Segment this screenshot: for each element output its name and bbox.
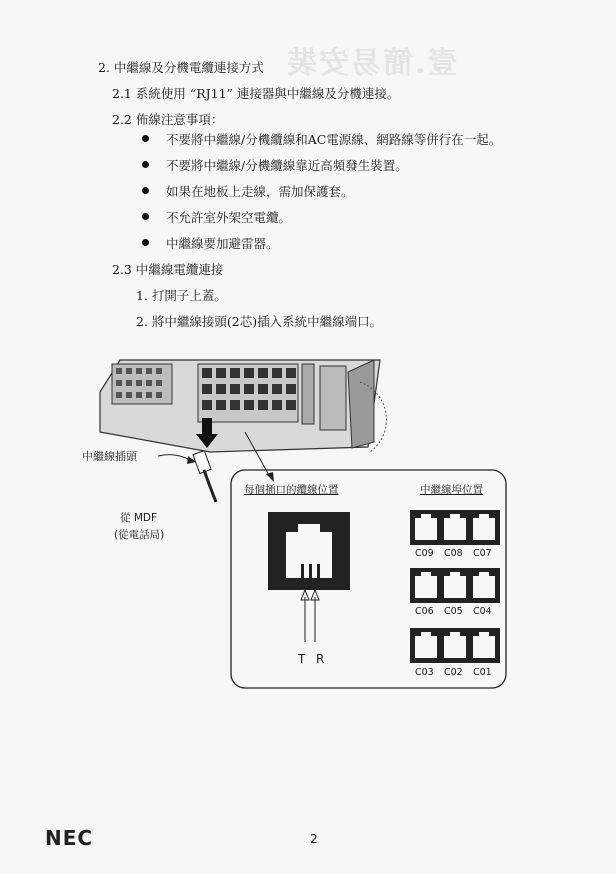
item-2-2: 2.2 佈線注意事項： [112,112,224,127]
socket-wire-position-title: 每個插口的纜線位置 [244,484,339,496]
trunk-connection-figure [82,352,510,702]
page-number: 2 [310,832,318,846]
bullet-item: 不允許室外架空電纜。 [166,210,292,225]
section-heading: 2. 中繼線及分機電纜連接方式 [98,60,264,75]
r-label: R [316,652,325,666]
bullet-item: 不要將中繼線/分機纜線靠近高頻發生裝置。 [166,158,408,173]
t-label: T [298,652,306,666]
port-label: C01 [473,667,492,678]
port-label: C02 [444,667,463,678]
bullet-dot [142,187,149,194]
item-2-3: 2.3 中繼線電纜連接 [112,262,224,277]
bullet-item: 不要將中繼線/分機纜線和AC電源線、網路線等併行在一起。 [166,132,502,147]
bleed-through-text: 壹.簡易安裝 [285,46,458,81]
nec-logo: NEC [45,826,94,850]
mdf-label: 從 MDF [120,512,158,524]
port-label: C07 [473,548,492,559]
port-label: C08 [444,548,463,559]
bullet-dot [142,135,149,142]
port-label: C06 [415,606,434,617]
trunk-port-position-title: 中繼線埠位置 [420,484,483,496]
port-label: C05 [444,606,463,617]
bullet-item: 如果在地板上走線，需加保護套。 [166,184,354,199]
mdf-sublabel: (從電話局) [114,529,165,541]
bullet-dot [142,239,149,246]
bullet-item: 中繼線要加避雷器。 [166,236,279,251]
port-label: C04 [473,606,492,617]
step-2: 2. 將中繼線接頭(2芯)插入系統中繼線端口。 [136,314,383,329]
port-sockets [90,352,510,702]
port-label: C03 [415,667,434,678]
port-label: C09 [415,548,434,559]
trunk-plug-label: 中繼線插頭 [82,450,137,463]
item-2-1: 2.1 系統使用 “RJ11” 連接器與中繼線及分機連接。 [112,86,400,101]
bullet-dot [142,213,149,220]
bullet-dot [142,161,149,168]
step-1: 1. 打開子上蓋。 [136,288,227,303]
